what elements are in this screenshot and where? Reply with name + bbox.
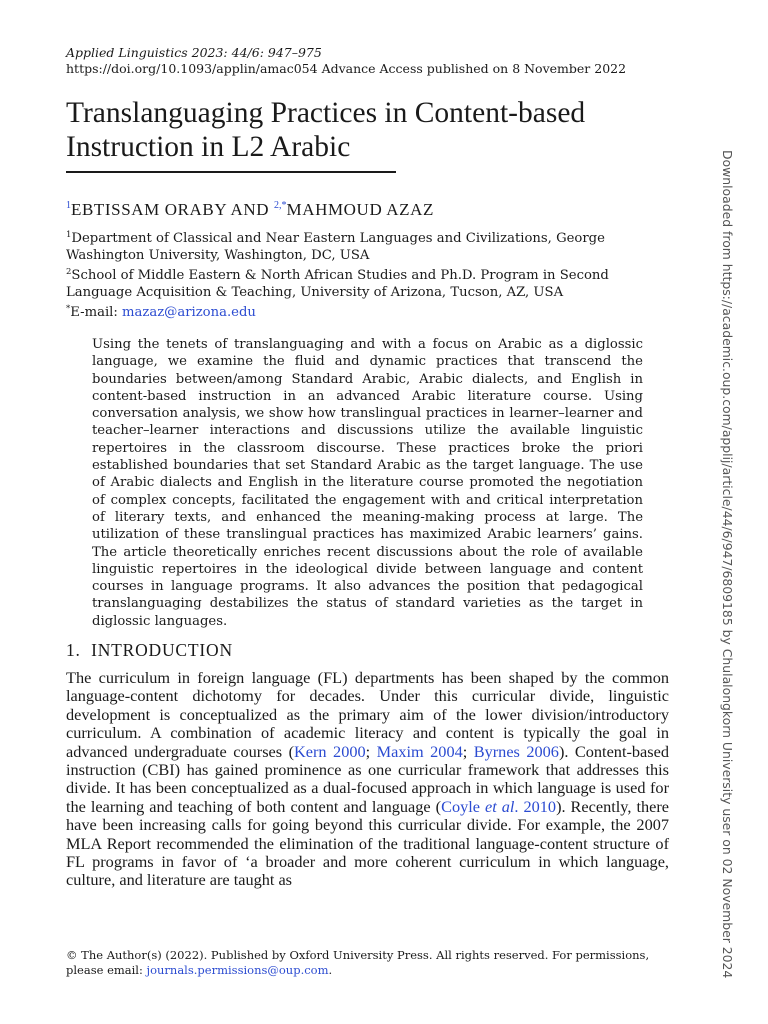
permissions-line [66,963,686,978]
author1-affiliation-mark[interactable]: 1 [66,200,71,211]
author-2: MAHMOUD AZAZ [286,200,434,219]
journal-citation: Applied Linguistics 2023: 44/6: 947–975 [66,45,322,60]
section-title: INTRODUCTION [91,640,233,660]
abstract: Using the tenets of translanguaging and with a focus on Arabic as a diglossic language, we examine the fluid and dynamic practices that transcend the boundaries between/among Standard Arabic, Arabic dialects, and English in content-based instruction in an advanced Arabic literature course. Using conversation analysis, we show how translingual practices in learner–learner and teacher–learner interactions and discussions utilize the available linguistic repertoires in the classroom discourse. These practices broke the priori established boundaries that set Standard Arabic as the target language. The use of Arabic dialects and English in the literature course promoted the negotiation of complex concepts, facilitated the engagement with and critical interpretation of literary texts, and enhanced the meaning-making process at large. The utilization of these translingual practices has maximized Arabic learners’ gains. The article theoretically enriches recent discussions about the role of available linguistic repertoires in the ideological divide between language and content courses in language programs. It also advances the position that pedagogical translanguaging destabilizes the status of standard varieties as the target in diglossic languages. [92,337,643,629]
introduction-paragraph [66,669,669,890]
journal-header [66,45,626,77]
affiliation-1-text: Department of Classical and Near Eastern Languages and Civilizations, George Washington University, Washington, DC, USA [66,231,605,263]
citation-coyle-2010[interactable] [441,797,556,816]
section-number: 1. [66,640,81,660]
title-rule [66,171,396,173]
author2-affiliation-mark[interactable]: 2,* [274,200,287,211]
separator-1: ; [365,741,377,761]
email-label: E-mail: [70,305,123,320]
copyright-line: © The Author(s) (2022). Published by Oxford University Press. All rights reserved. For permissions, [66,948,650,962]
affiliation-2-mark: 2 [66,267,72,277]
citation-coyle-etal: et al [485,796,515,816]
title-line-2: Instruction in L2 Arabic [66,131,351,163]
affiliation-2-text: School of Middle Eastern & North African Studies and Ph.D. Program in Second Language Acquisition & Teaching, University of Arizona, Tucson, AZ, USA [66,268,609,300]
title-line-1: Translanguaging Practices in Content-based [66,97,586,129]
permissions-email-link[interactable]: journals.permissions@oup.com [146,963,329,977]
author-1: EBTISSAM ORABY AND [71,200,274,219]
body-text-2: ). Content-based instruction (CBI) has gained prominence as one curricular framework that addresses this divide. It has been conceptualized as a dual-focused approach in which language is used for the learning and teaching of both content and language ( [66,741,669,816]
affiliation-2 [66,264,666,301]
corresponding-email [66,301,666,321]
body-text-3: ). Recently, there have been increasing calls for going beyond this curricular divide. For example, the 2007 MLA Report recommended the elimination of the traditional language-content structure of FL programs in favor of ‘a broader and more coherent curriculum in which language, culture, and literature are taught as [66,796,669,890]
download-watermark: Downloaded from https://academic.oup.com/applij/article/44/6/947/6809185 by Chulalongkorn University user on 02 November 2024 [720,150,735,979]
citation-coyle-year: . 2010 [514,796,557,816]
copyright-footer [66,948,686,978]
permissions-prefix: please email: [66,963,147,977]
article-title [66,96,706,164]
email-link[interactable]: mazaz@arizona.edu [122,305,256,320]
permissions-suffix: . [328,963,333,977]
section-heading [66,640,233,661]
affiliation-1-mark: 1 [66,230,72,240]
affiliations [66,227,666,321]
affiliation-1 [66,227,666,264]
citation-coyle-author: Coyle [441,796,485,816]
citation-kern-2000[interactable]: Kern 2000 [294,741,366,761]
doi-line: https://doi.org/10.1093/applin/amac054 Advance Access published on 8 November 2022 [66,61,627,76]
separator-2: ; [462,741,474,761]
email-mark: * [66,304,71,314]
author-list [66,200,434,220]
body-text-1: The curriculum in foreign language (FL) departments has been shaped by the common language-content dichotomy for decades. Under this curricular divide, linguistic development is conceptualized as the primary aim of the lower division/introductory curriculum. A combination of academic literacy and content is typically the goal in advanced undergraduate courses ( [66,668,669,761]
citation-maxim-2004[interactable]: Maxim 2004 [376,741,463,761]
citation-byrnes-2006[interactable]: Byrnes 2006 [473,741,559,761]
